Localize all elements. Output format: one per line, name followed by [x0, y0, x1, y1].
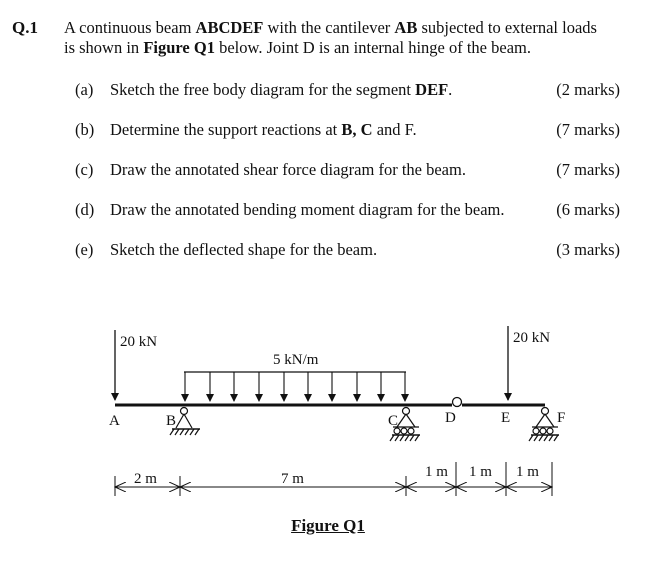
point-label-f: F	[557, 410, 566, 426]
part-d-label: (d)	[75, 200, 95, 219]
part-text: Sketch the deflected shape for the beam.	[110, 240, 378, 259]
part-b-marks: (7 marks)	[556, 120, 620, 139]
point-load-e-label: 20 kN	[513, 330, 551, 346]
point-load-a-label: 20 kN	[120, 334, 158, 350]
part-e-marks: (3 marks)	[556, 240, 620, 259]
point-label-b: B	[166, 413, 177, 429]
dim-label-ef: 1 m	[516, 464, 539, 480]
intro-bold: AB	[394, 18, 418, 37]
intro-bold: Figure Q1	[143, 38, 215, 57]
part-bold: B, C	[341, 120, 373, 139]
point-label-d: D	[445, 410, 456, 426]
roller-support-f	[529, 408, 559, 442]
udl-arrows	[185, 372, 405, 401]
intro-bold: ABCDEF	[195, 18, 264, 37]
part-d-marks: (6 marks)	[556, 200, 620, 219]
part-text: Draw the annotated bending moment diagram for the beam.	[110, 200, 505, 219]
part-text: Draw the annotated shear force diagram for the beam.	[110, 160, 466, 179]
intro-text: below. Joint D is an internal hinge of the beam.	[214, 38, 531, 57]
intro-text: is shown in	[64, 38, 144, 57]
point-label-e: E	[501, 410, 511, 426]
point-label-a: A	[109, 413, 120, 429]
udl-label: 5 kN/m	[273, 352, 319, 368]
part-tail: .	[448, 80, 453, 99]
internal-hinge-d	[453, 398, 462, 407]
dim-label-cd: 1 m	[425, 464, 448, 480]
part-a-label: (a)	[75, 80, 94, 99]
dim-label-ab: 2 m	[134, 471, 157, 487]
part-tail: and F.	[372, 120, 417, 139]
dim-label-de: 1 m	[469, 464, 492, 480]
part-a-marks: (2 marks)	[556, 80, 620, 99]
point-label-c: C	[388, 413, 399, 429]
question-number: Q.1	[12, 18, 38, 37]
intro-text: A continuous beam	[64, 18, 196, 37]
part-c-label: (c)	[75, 160, 94, 179]
dim-label-bc: 7 m	[281, 471, 304, 487]
intro-text: subjected to external loads	[417, 18, 597, 37]
part-text: Determine the support reactions at	[110, 120, 342, 139]
part-c-marks: (7 marks)	[556, 160, 620, 179]
part-text: Sketch the free body diagram for the segment	[110, 80, 416, 99]
part-e-label: (e)	[75, 240, 94, 259]
part-b-label: (b)	[75, 120, 95, 139]
figure-caption: Figure Q1	[291, 516, 365, 535]
part-bold: DEF	[415, 80, 449, 99]
intro-text: with the cantilever	[263, 18, 395, 37]
